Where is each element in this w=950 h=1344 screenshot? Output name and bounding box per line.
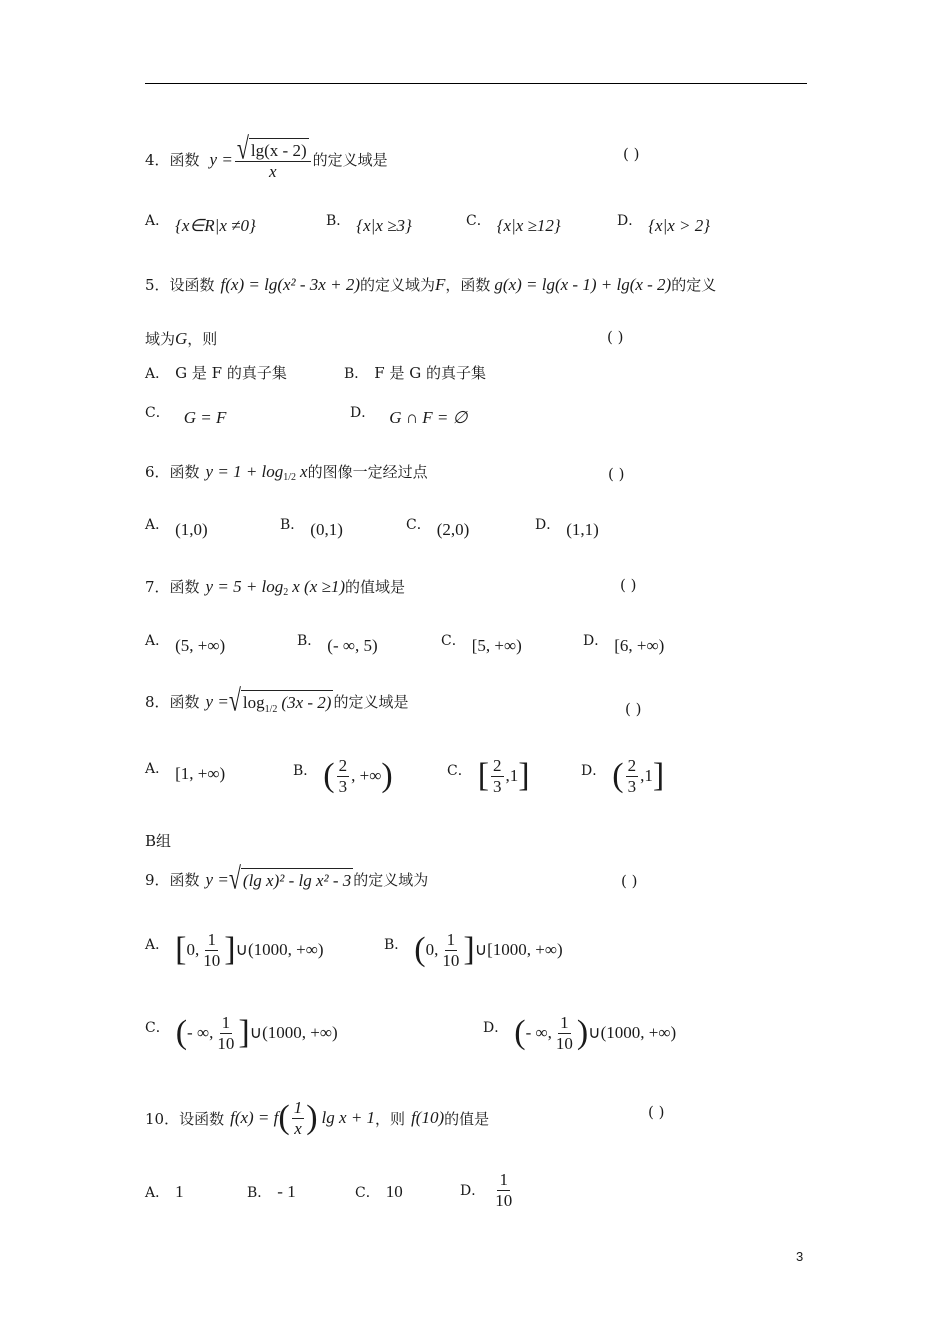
group-b-heading: B组: [145, 832, 172, 850]
q10-option-c: C． 10: [355, 1182, 403, 1201]
q4-option-a: A． {x∈R|x ≠0}: [145, 213, 256, 235]
header-rule: [145, 83, 807, 84]
q6-option-a: A． (1,0): [145, 517, 208, 539]
question-5: 5．设函数 f(x) = lg(x² - 3x + 2) 的定义域为 F ，函数 g(x) = lg(x - 1) + lg(x - 2) 的定义: [145, 274, 717, 294]
question-5-line2: 域为 G ，则: [145, 328, 218, 348]
q8-option-b: B． ( $\frac{2}{3}$ , +∞ ): [293, 756, 393, 796]
q9-option-d: D． ( - ∞, $\frac{1}{10}$ ) ∪(1000, +∞): [483, 1013, 677, 1053]
question-8: 8．函数 y = √ log 1/2 (3x - 2) 的定义域是: [145, 682, 409, 718]
q8-option-a: A． [1, +∞): [145, 761, 226, 783]
q7-option-d: D． [6, +∞): [583, 633, 665, 655]
q7-option-c: C． [5, +∞): [441, 633, 522, 655]
q10-option-b: B． - 1: [247, 1182, 296, 1201]
question-label: 7．函数: [145, 578, 200, 596]
answer-paren: ( ): [625, 700, 642, 718]
question-text: 的定义域是: [312, 151, 388, 170]
fraction: √ lg(x - 2) x: [235, 138, 311, 181]
q5-option-b: B． F 是 G 的真子集: [344, 364, 486, 382]
question-label: 8．函数: [145, 693, 200, 711]
log-base: 1/2: [283, 472, 297, 483]
question-6: 6．函数 y = 1 + log 1/2 x 的图像一定经过点: [145, 461, 428, 483]
q4-option-c: C． {x|x ≥12}: [466, 213, 561, 235]
q6-option-c: C． (2,0): [406, 517, 470, 539]
q9-option-c: C． ( - ∞, $\frac{1}{10}$ ] ∪(1000, +∞): [145, 1013, 338, 1053]
question-9: 9．函数 y = √ (lg x)² - lg x² - 3 的定义域为: [145, 860, 429, 896]
q7-option-a: A． (5, +∞): [145, 633, 226, 655]
question-10: 10．设函数 f(x) = f ( $\frac{1}{x}$ ) lg x + 1 ，则 f(10) 的值是: [145, 1098, 490, 1138]
answer-paren: ( ): [621, 872, 638, 890]
question-label: 4．函数: [145, 151, 200, 170]
log-base: 2: [283, 587, 289, 598]
q10-option-d: D． $\frac{1}{10}$: [460, 1170, 513, 1210]
q6-option-b: B． (0,1): [280, 517, 343, 539]
question-7: 7．函数 y = 5 + log 2 x (x ≥1) 的值域是: [145, 576, 406, 598]
answer-paren: ( ): [608, 465, 625, 483]
q5-option-c: C． G = F: [145, 405, 227, 427]
question-label: 6．函数: [145, 463, 200, 481]
paren-close: ): [306, 1099, 318, 1137]
answer-paren: ( ): [648, 1103, 665, 1121]
q9-option-a: A． [ 0, $\frac{1}{10}$ ] ∪(1000, +∞): [145, 930, 324, 970]
math-expr: y =: [209, 149, 233, 169]
answer-paren: ( ): [620, 576, 637, 594]
question-label: 10．设函数: [145, 1109, 225, 1128]
answer-paren: ( ): [607, 328, 624, 346]
answer-paren: ( ): [623, 145, 640, 163]
paren-open: (: [278, 1099, 290, 1137]
q5-option-a: A． G 是 F 的真子集: [145, 364, 287, 382]
q7-option-b: B． (- ∞, 5): [297, 633, 378, 655]
q8-option-c: C． [ $\frac{2}{3}$ ,1 ]: [447, 756, 530, 796]
question-4: [145, 130, 388, 181]
q4-option-b: B． {x|x ≥3}: [326, 213, 412, 235]
square-root: √ (lg x)² - lg x² - 3: [228, 860, 352, 896]
q4-option-d: D． {x|x > 2}: [617, 213, 711, 235]
q6-option-d: D． (1,1): [535, 517, 599, 539]
q10-option-a: A． 1: [145, 1182, 184, 1201]
q8-option-d: D． ( $\frac{2}{3}$ ,1 ]: [581, 756, 665, 796]
page-number: 3: [796, 1249, 804, 1264]
question-label: 5．设函数: [145, 276, 215, 294]
q9-option-b: B． ( 0, $\frac{1}{10}$ ] ∪[1000, +∞): [384, 930, 563, 970]
q5-option-d: D． G ∩ F = ∅: [350, 405, 468, 427]
question-label: 9．函数: [145, 871, 200, 889]
square-root: √ log 1/2 (3x - 2): [228, 682, 332, 718]
